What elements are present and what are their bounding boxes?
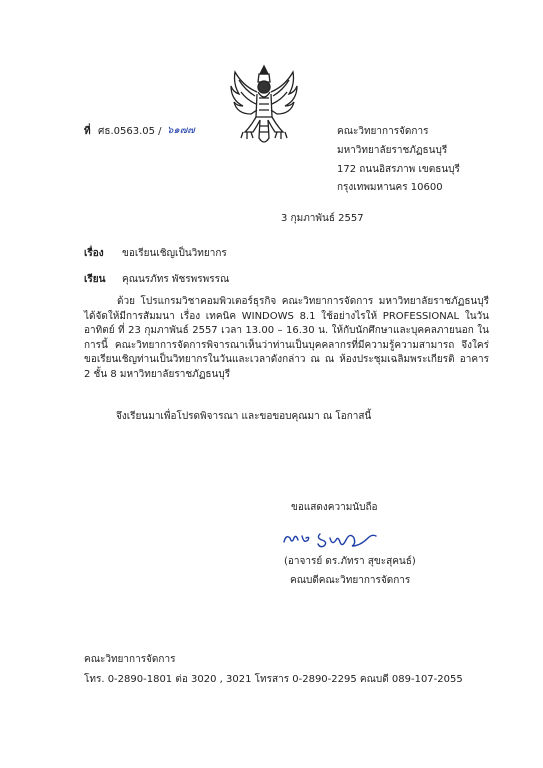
signatory-title: คณบดีคณะวิทยาการจัดการ bbox=[290, 575, 411, 586]
recipient-label: เรียน bbox=[84, 274, 106, 285]
ref-handwritten-number: ๖๑๗๗ bbox=[167, 125, 195, 136]
subject-label: เรื่อง bbox=[84, 248, 104, 259]
letter-date: 3 กุมภาพันธ์ 2557 bbox=[281, 213, 364, 224]
ref-label: ที่ bbox=[84, 126, 91, 137]
ref-number: ศธ.0563.05 / bbox=[98, 126, 162, 137]
body-paragraph: ด้วย โปรแกรมวิชาคอมพิวเตอร์ธุรกิจ คณะวิทยาการจัดการ มหาวิทยาลัยราชภัฏธนบุรี ได้จัดให้มีการสัมมนา เรื่อง เทคนิค WINDOWS 8.1 ใช้อย่างไรให้ PROFESSIONAL ในวันอาทิตย์ ที่ 23 กุมภาพันธ์ 2557 เวลา 13.00 – 16.30 น. ให้กับนักศึกษาและบุคคลภายนอก ในการนี้ คณะวิทยาการจัดการพิจารณาเห็นว่าท่านเป็นบุคคลากรที่มีความรู้ความสามารถ จึงใคร่ขอเรียนเชิญท่านเป็นวิทยากรในวันและเวลาดังกล่าว ณ ณ ห้องประชุมเฉลิมพระเกียรติ อาคาร 2 ชั้น 8 มหาวิทยาลัยราชภัฏธนบุรี bbox=[84, 296, 489, 380]
body-paragraph-container bbox=[84, 295, 489, 383]
subject-text: ขอเรียนเชิญเป็นวิทยากร bbox=[122, 248, 227, 259]
footer-org: คณะวิทยาการจัดการ bbox=[84, 654, 176, 665]
sender-address-line-1: คณะวิทยาการจัดการ bbox=[337, 126, 429, 137]
sender-address-line-3: 172 ถนนอิสรภาพ เขตธนบุรี bbox=[337, 164, 460, 175]
signatory-name: (อาจารย์ ดร.ภัทรา สุขะสุคนธ์) bbox=[284, 556, 416, 567]
handwritten-signature bbox=[280, 526, 380, 552]
footer-contact: โทร. 0-2890-1801 ต่อ 3020 , 3021 โทรสาร 0-2890-2295 คณบดี 089-107-2055 bbox=[84, 674, 463, 685]
sender-address-line-2: มหาวิทยาลัยราชภัฏธนบุรี bbox=[337, 145, 448, 156]
recipient-name: คุณนรภัทร พัชรพรพรรณ bbox=[122, 274, 230, 285]
regards-text: ขอแสดงความนับถือ bbox=[291, 502, 378, 513]
sender-address-line-4: กรุงเทพมหานคร 10600 bbox=[337, 182, 443, 193]
garuda-emblem-icon bbox=[229, 62, 299, 150]
closing-line: จึงเรียนมาเพื่อโปรดพิจารณา และขอขอบคุณมา ณ โอกาสนี้ bbox=[116, 411, 372, 422]
